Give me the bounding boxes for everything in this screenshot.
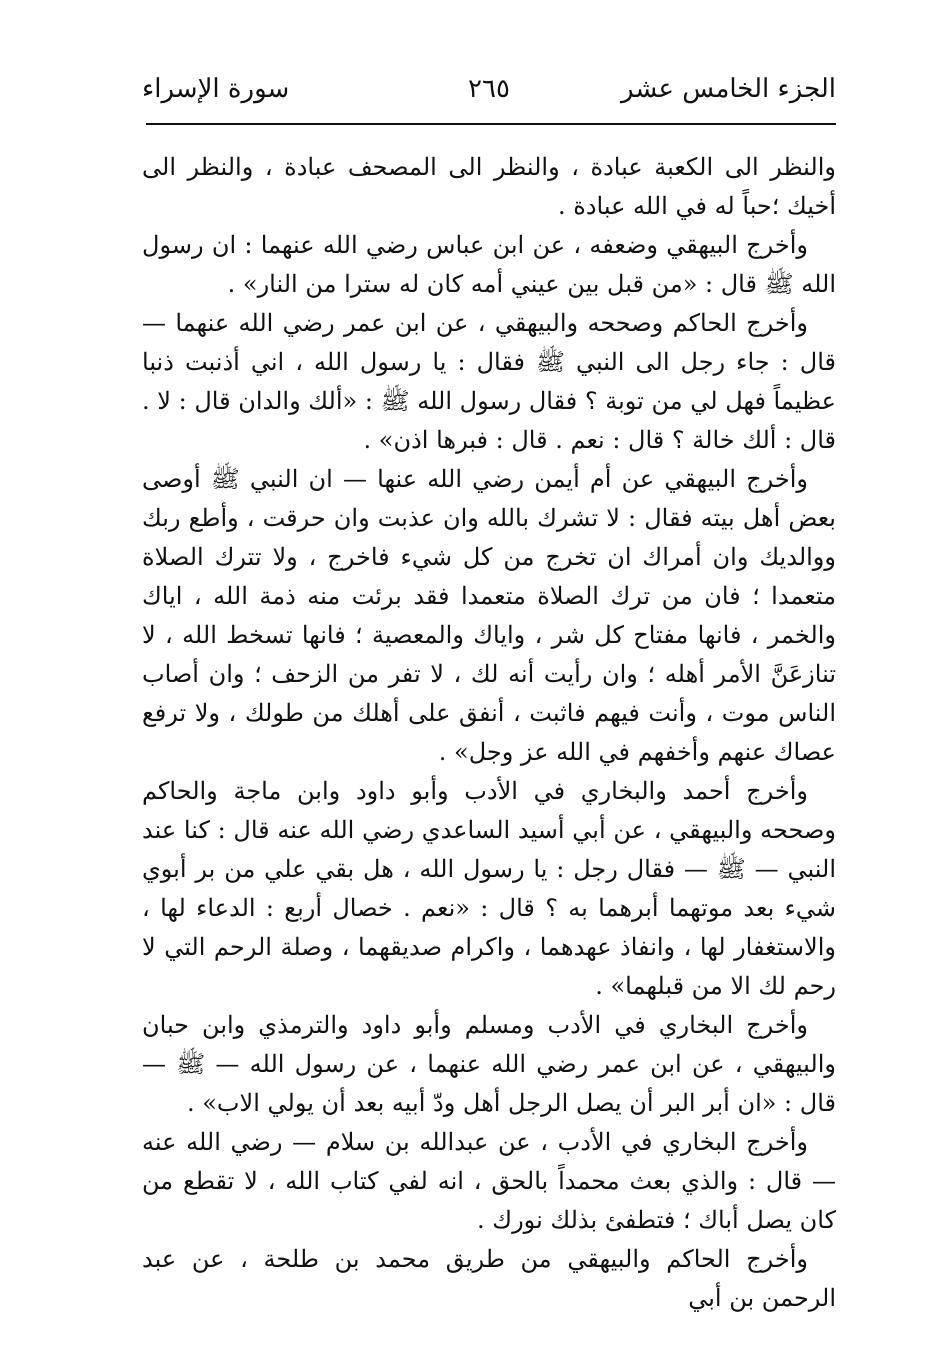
paragraph: وأخرج البيهقي عن أم أيمن رضي الله عنها — ان النبي ﷺ أوصى بعض أهل بيته فقال : لا تشرك بالله وان عذبت وان حرقت ، وأطع ربك ووالديك وان أمراك ان تخرج من كل شيء فاخرج ، ولا تترك الصلاة متعمدا ؛ فان من ترك الصلاة متعمدا فقد برئت منه ذمة الله ، اياك والخمر ، فانها مفتاح كل شر ، واياك والمعصية ؛ فانها تسخط الله ، لا تنازعَنَّ الأمر أهله ؛ وان رأيت أنه لك ، لا تفر من الزحف ؛ وان أصاب الناس موت ، وأنت فيهم فاثبت ، أنفق على أهلك من طولك ، ولا ترفع عصاك عنهم وأخفهم في الله عز وجل» . bbox=[142, 465, 836, 766]
paragraph: وأخرج البيهقي وضعفه ، عن ابن عباس رضي الله عنهما : ان رسول الله ﷺ قال : «من قبل بين عيني أمه كان له سترا من النار» . bbox=[142, 231, 836, 298]
paragraph: وأخرج البخاري في الأدب ، عن عبدالله بن سلام — رضي الله عنه — قال : والذي بعث محمداً بالحق ، انه لفي كتاب الله ، لا تقطع من كان يصل أباك ؛ فتطفئ بذلك نورك . bbox=[142, 1128, 836, 1234]
header-rule bbox=[146, 123, 836, 125]
part-title: الجزء الخامس عشر bbox=[620, 74, 836, 104]
paragraph: وأخرج البخاري في الأدب ومسلم وأبو داود والترمذي وابن حبان والبيهقي ، عن ابن عمر رضي الله عنهما ، عن رسول الله — ﷺ — قال : «ان أبر البر أن يصل الرجل أهل ودّ أبيه بعد أن يولي الاب» . bbox=[142, 1011, 836, 1117]
paragraph: وأخرج الحاكم وصححه والبيهقي ، عن ابن عمر رضي الله عنهما — قال : جاء رجل الى النبي ﷺ فقال : يا رسول الله ، اني أذنبت ذنبا عظيماً فهل لي من توبة ؟ فقال رسول الله ﷺ : «ألك والدان قال : لا . قال : ألك خالة ؟ قال : نعم . قال : فبرها اذن» . bbox=[142, 309, 836, 454]
surah-title: سورة الإسراء bbox=[142, 74, 290, 104]
paragraph: وأخرج أحمد والبخاري في الأدب وأبو داود وابن ماجة والحاكم وصححه والبيهقي ، عن أبي أسيد الساعدي رضي الله عنه قال : كنا عند النبي — ﷺ — فقال رجل : يا رسول الله ، هل بقي علي من بر أبوي شيء بعد موتهما أبرهما به ؟ قال : «نعم . خصال أربع : الدعاء لها ، والاستغفار لها ، وانفاذ عهدهما ، واكرام صديقهما ، وصلة الرحم التي لا رحم لك الا من قبلهما» . bbox=[142, 777, 836, 1000]
page-number: ٢٦٥ bbox=[468, 74, 510, 104]
paragraph: والنظر الى الكعبة عبادة ، والنظر الى المصحف عبادة ، والنظر الى أخيك ؛حباً له في الله عبادة . bbox=[142, 153, 836, 220]
page-body bbox=[142, 148, 836, 1318]
paragraph: وأخرج الحاكم والبيهقي من طريق محمد بن طلحة ، عن عبد الرحمن بن أبي bbox=[142, 1245, 836, 1312]
running-header bbox=[142, 70, 836, 118]
